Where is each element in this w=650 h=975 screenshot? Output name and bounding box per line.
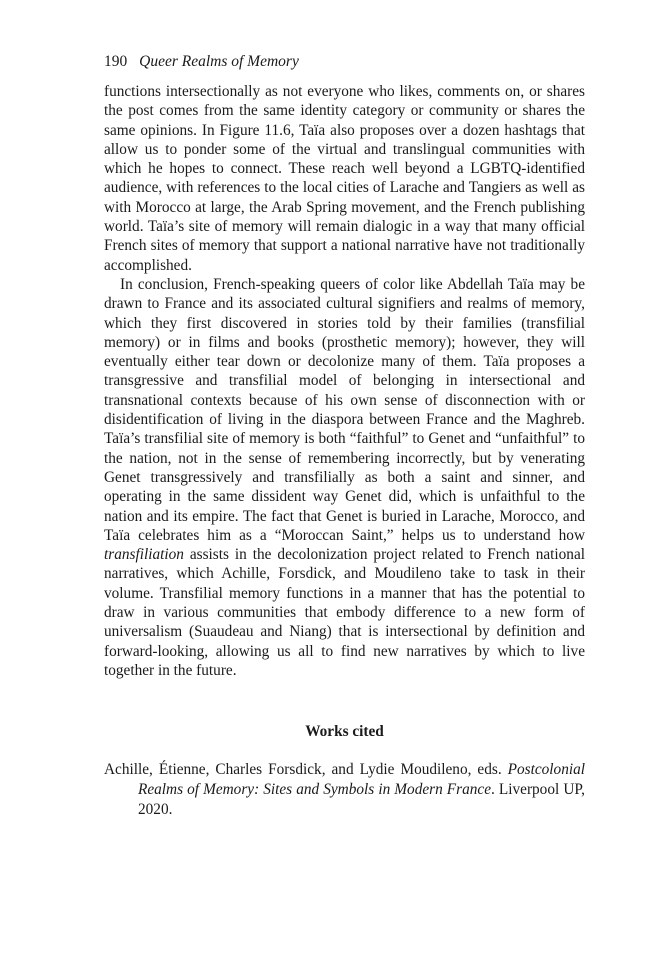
page-number: 190: [104, 53, 128, 70]
reference-authors: Achille, Étienne, Charles Forsdick, and Lydie Moudileno, eds.: [104, 761, 508, 779]
body-text: [104, 82, 585, 680]
reference-title: Postcolonial Realms of Memory: Sites and Symbols in Modern France: [138, 761, 585, 799]
paragraph-conclusion-text-a: In conclusion, French-speaking queers of color like Abdellah Taïa may be drawn to France and its associated cultural signifiers and realms of memory, which they first discovered in stories told by their families (transfilial memory) or in films and books (prosthetic memory); however, they will eventually either tear down or decolonize many of them. Taïa proposes a transgressive and transfilial model of belonging in intersectional and transnational contexts because of his own sense of disconnection with or disidentification of living in the diaspora between France and the Maghreb. Taïa’s transfilial site of memory is both “faithful” to Genet and “unfaithful” to the nation, not in the sense of remembering incorrectly, but by venerating Genet transgressively and transfilially as both a saint and sinner, and operating in the same dissident way Genet did, which is unfaithful to the nation and its empire. The fact that Genet is buried in Larache, Morocco, and Taïa celebrates him as a “Moroccan Saint,” helps us to understand how: [104, 275, 585, 544]
italic-term: transfiliation: [104, 546, 184, 564]
paragraph-conclusion: [104, 275, 585, 680]
reference-publication: . Liverpool UP, 2020.: [138, 781, 585, 819]
book-page: [104, 52, 585, 820]
running-head: [104, 52, 585, 72]
running-title: Queer Realms of Memory: [139, 53, 299, 70]
paragraph-conclusion-text-b: assists in the decolonization project related to French national narratives, which Achille, Forsdick, and Moudileno take to task in their volume. Transfilial memory functions in a manner that has the potential to draw in various communities that embody difference to a new form of universalism (Suaudeau and Niang) that is intersectional by definition and forward-looking, allowing us all to find new narratives by which to live together in the future.: [104, 546, 585, 679]
paragraph-continuation: functions intersectionally as not everyone who likes, comments on, or shares the post comes from the same identity category or community or shares the same opinions. In Figure 11.6, Taïa also proposes over a dozen hashtags that allow us to ponder some of the virtual and translingual communities with which he hopes to connect. These reach well beyond a LGBTQ-identified audience, with references to the local cities of Larache and Tangiers as well as with Morocco at large, the Arab Spring movement, and the French publishing world. Taïa’s site of memory will remain dialogic in a way that many official French sites of memory that support a national narrative have not traditionally accomplished.: [104, 83, 585, 274]
works-cited-heading: Works cited: [305, 723, 384, 741]
reference-entry: [104, 760, 585, 820]
